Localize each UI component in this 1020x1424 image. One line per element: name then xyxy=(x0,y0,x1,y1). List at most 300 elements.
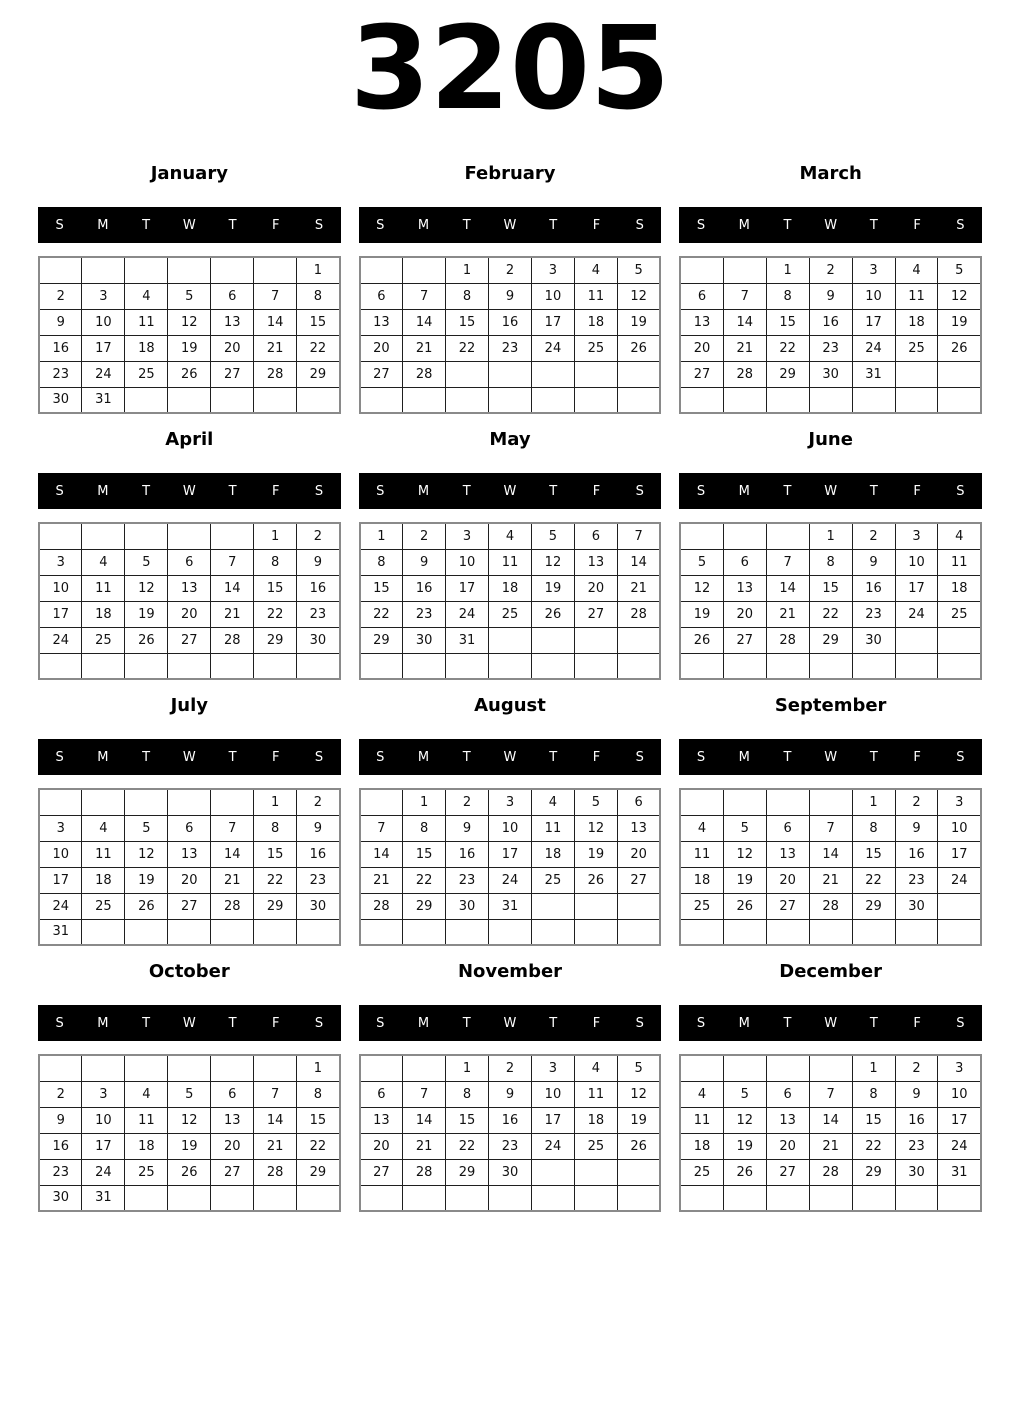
day-cell: 16 xyxy=(489,309,532,335)
day-cell: 24 xyxy=(938,867,981,893)
day-cell xyxy=(403,653,446,679)
day-cell xyxy=(531,627,574,653)
day-cell: 15 xyxy=(254,841,297,867)
day-cell: 7 xyxy=(403,1081,446,1107)
day-cell: 5 xyxy=(723,815,766,841)
day-cell: 7 xyxy=(211,815,254,841)
week-row xyxy=(360,523,661,549)
day-cell xyxy=(82,1055,125,1081)
week-row xyxy=(360,1081,661,1107)
day-cell: 2 xyxy=(809,257,852,283)
day-cell: 3 xyxy=(82,1081,125,1107)
day-cell: 17 xyxy=(39,867,82,893)
day-header-row xyxy=(679,739,982,775)
day-header-cell: S xyxy=(376,483,385,499)
day-cell: 26 xyxy=(680,627,723,653)
day-cell: 6 xyxy=(574,523,617,549)
day-cell xyxy=(574,919,617,945)
day-header-cell: S xyxy=(314,1015,324,1031)
day-cell xyxy=(574,1185,617,1211)
day-cell: 2 xyxy=(895,1055,938,1081)
week-row xyxy=(39,653,340,679)
day-cell: 15 xyxy=(852,841,895,867)
week-row xyxy=(360,627,661,653)
month-block xyxy=(359,165,662,414)
week-row xyxy=(680,789,981,815)
day-cell: 2 xyxy=(852,523,895,549)
day-cell: 24 xyxy=(852,335,895,361)
day-cell: 30 xyxy=(895,1159,938,1185)
day-cell xyxy=(809,1055,852,1081)
day-header-cell: W xyxy=(503,483,517,499)
day-header-cell: F xyxy=(592,749,601,765)
day-cell: 14 xyxy=(809,841,852,867)
day-cell xyxy=(125,387,168,413)
week-row xyxy=(680,1133,981,1159)
day-cell: 11 xyxy=(938,549,981,575)
week-row xyxy=(39,627,340,653)
day-cell: 29 xyxy=(297,361,340,387)
day-header-cell: S xyxy=(376,217,385,233)
day-cell: 21 xyxy=(403,1133,446,1159)
day-cell: 14 xyxy=(403,309,446,335)
day-header-cell: F xyxy=(592,483,601,499)
day-cell: 31 xyxy=(852,361,895,387)
day-cell: 25 xyxy=(82,893,125,919)
day-cell xyxy=(39,1055,82,1081)
day-cell: 25 xyxy=(574,1133,617,1159)
day-cell: 31 xyxy=(82,387,125,413)
day-header-cell: M xyxy=(417,217,430,233)
day-cell: 26 xyxy=(125,627,168,653)
day-header-row xyxy=(359,207,662,243)
day-cell: 20 xyxy=(360,1133,403,1159)
day-cell xyxy=(531,1185,574,1211)
day-cell: 26 xyxy=(168,1159,211,1185)
day-cell: 17 xyxy=(531,309,574,335)
day-cell: 8 xyxy=(852,815,895,841)
day-cell: 5 xyxy=(574,789,617,815)
day-cell xyxy=(211,653,254,679)
day-cell: 24 xyxy=(531,1133,574,1159)
day-cell: 28 xyxy=(254,361,297,387)
day-cell: 13 xyxy=(360,309,403,335)
day-cell xyxy=(211,523,254,549)
day-cell: 23 xyxy=(297,601,340,627)
day-cell: 10 xyxy=(39,575,82,601)
month-title: July xyxy=(170,695,209,716)
day-cell: 29 xyxy=(360,627,403,653)
day-cell: 11 xyxy=(895,283,938,309)
day-header-cell: S xyxy=(55,749,64,765)
day-cell xyxy=(766,1055,809,1081)
day-cell: 18 xyxy=(895,309,938,335)
day-cell: 12 xyxy=(723,841,766,867)
day-cell: 5 xyxy=(617,1055,660,1081)
day-cell: 13 xyxy=(766,1107,809,1133)
day-cell: 3 xyxy=(895,523,938,549)
day-cell: 29 xyxy=(403,893,446,919)
day-cell: 5 xyxy=(168,283,211,309)
calendar-table xyxy=(38,522,341,680)
day-cell: 20 xyxy=(766,1133,809,1159)
day-cell xyxy=(297,387,340,413)
day-cell: 6 xyxy=(617,789,660,815)
day-cell xyxy=(297,653,340,679)
day-cell: 25 xyxy=(680,893,723,919)
day-cell: 20 xyxy=(168,601,211,627)
week-row xyxy=(360,387,661,413)
week-row xyxy=(39,257,340,283)
week-row xyxy=(39,1159,340,1185)
day-cell: 30 xyxy=(489,1159,532,1185)
day-header-cell: M xyxy=(97,749,109,765)
day-cell xyxy=(574,1159,617,1185)
day-cell xyxy=(852,1185,895,1211)
day-cell: 18 xyxy=(938,575,981,601)
day-cell xyxy=(766,919,809,945)
day-cell: 30 xyxy=(809,361,852,387)
day-cell: 25 xyxy=(531,867,574,893)
day-cell xyxy=(489,361,532,387)
day-cell xyxy=(446,361,489,387)
day-cell xyxy=(680,653,723,679)
day-header-cell: S xyxy=(635,217,644,233)
month-title: September xyxy=(774,695,887,716)
day-cell: 16 xyxy=(403,575,446,601)
day-cell: 1 xyxy=(852,1055,895,1081)
day-cell: 27 xyxy=(617,867,660,893)
day-cell: 19 xyxy=(574,841,617,867)
day-cell: 25 xyxy=(680,1159,723,1185)
day-header-cell: M xyxy=(97,1015,109,1031)
week-row xyxy=(39,1107,340,1133)
day-cell: 4 xyxy=(680,815,723,841)
day-cell: 21 xyxy=(360,867,403,893)
day-header-cell: T xyxy=(869,483,878,499)
year-title: 3205 xyxy=(349,2,671,136)
day-cell xyxy=(446,387,489,413)
day-cell xyxy=(168,653,211,679)
day-cell: 15 xyxy=(446,1107,489,1133)
day-header-cell: W xyxy=(182,483,196,499)
calendar-table xyxy=(359,256,662,414)
day-cell: 2 xyxy=(39,283,82,309)
day-cell: 13 xyxy=(168,841,211,867)
calendar-table-body xyxy=(360,523,661,679)
day-cell: 6 xyxy=(766,1081,809,1107)
day-cell: 28 xyxy=(403,1159,446,1185)
week-row xyxy=(360,335,661,361)
day-cell: 25 xyxy=(125,361,168,387)
day-header-row xyxy=(359,739,662,775)
day-header-cell: M xyxy=(97,483,109,499)
month-block xyxy=(359,697,662,946)
day-cell: 9 xyxy=(39,1107,82,1133)
day-cell xyxy=(211,919,254,945)
calendar-table-body xyxy=(360,789,661,945)
calendar-table xyxy=(38,788,341,946)
day-cell: 8 xyxy=(297,1081,340,1107)
day-cell xyxy=(125,789,168,815)
day-cell: 10 xyxy=(489,815,532,841)
day-header-cell: F xyxy=(592,217,601,233)
week-row xyxy=(680,919,981,945)
day-cell: 22 xyxy=(809,601,852,627)
day-cell: 15 xyxy=(360,575,403,601)
calendar-table-body xyxy=(39,1055,340,1211)
day-cell: 27 xyxy=(211,1159,254,1185)
day-cell: 19 xyxy=(125,601,168,627)
day-cell xyxy=(895,387,938,413)
day-header-cell: W xyxy=(503,217,517,233)
day-header-cell: S xyxy=(635,483,644,499)
day-cell xyxy=(446,1185,489,1211)
day-cell: 23 xyxy=(297,867,340,893)
day-cell: 29 xyxy=(852,1159,895,1185)
day-cell: 9 xyxy=(446,815,489,841)
calendar-table xyxy=(679,1054,982,1212)
day-cell: 5 xyxy=(168,1081,211,1107)
day-cell: 13 xyxy=(680,309,723,335)
week-row xyxy=(680,1159,981,1185)
day-cell: 12 xyxy=(617,283,660,309)
day-cell: 26 xyxy=(125,893,168,919)
day-cell: 31 xyxy=(938,1159,981,1185)
day-header-cell: W xyxy=(182,217,196,233)
day-header-cell: M xyxy=(417,749,430,765)
day-cell xyxy=(211,1055,254,1081)
day-cell xyxy=(360,653,403,679)
day-cell: 10 xyxy=(895,549,938,575)
day-cell: 7 xyxy=(211,549,254,575)
day-cell: 10 xyxy=(531,283,574,309)
day-cell: 26 xyxy=(531,601,574,627)
day-cell: 17 xyxy=(895,575,938,601)
day-cell: 23 xyxy=(446,867,489,893)
day-cell: 6 xyxy=(360,1081,403,1107)
day-cell: 28 xyxy=(809,893,852,919)
day-cell: 15 xyxy=(809,575,852,601)
day-cell: 19 xyxy=(125,867,168,893)
day-header-cell: S xyxy=(314,217,324,233)
day-cell: 4 xyxy=(489,523,532,549)
day-cell xyxy=(617,361,660,387)
month-block xyxy=(38,697,341,946)
day-cell: 10 xyxy=(938,815,981,841)
day-cell: 12 xyxy=(125,841,168,867)
day-cell: 10 xyxy=(446,549,489,575)
day-cell: 20 xyxy=(723,601,766,627)
day-cell xyxy=(680,919,723,945)
week-row xyxy=(680,1081,981,1107)
month-title: August xyxy=(474,695,546,716)
day-header-cell: W xyxy=(824,749,838,765)
day-header-cell: S xyxy=(696,483,706,499)
day-cell: 9 xyxy=(489,283,532,309)
week-row xyxy=(39,1133,340,1159)
month-block xyxy=(359,431,662,680)
day-header-row xyxy=(38,739,341,775)
month-block xyxy=(679,963,982,1212)
day-cell xyxy=(723,789,766,815)
day-cell xyxy=(39,789,82,815)
day-cell: 4 xyxy=(574,1055,617,1081)
day-cell: 28 xyxy=(211,627,254,653)
day-cell: 8 xyxy=(403,815,446,841)
day-cell xyxy=(723,919,766,945)
day-cell: 2 xyxy=(39,1081,82,1107)
day-cell: 12 xyxy=(938,283,981,309)
day-cell xyxy=(531,1159,574,1185)
week-row xyxy=(680,387,981,413)
day-cell: 11 xyxy=(531,815,574,841)
calendar-table-body xyxy=(680,257,981,413)
day-header-cell: S xyxy=(956,483,965,499)
week-row xyxy=(360,549,661,575)
day-cell: 19 xyxy=(938,309,981,335)
week-row xyxy=(360,841,661,867)
day-cell: 17 xyxy=(938,1107,981,1133)
day-cell: 6 xyxy=(723,549,766,575)
month-title: February xyxy=(464,163,556,184)
day-header-row xyxy=(38,473,341,509)
day-cell: 23 xyxy=(403,601,446,627)
day-cell: 24 xyxy=(39,893,82,919)
day-cell xyxy=(254,387,297,413)
day-cell: 11 xyxy=(82,841,125,867)
day-header-cell: T xyxy=(142,1015,151,1031)
day-cell: 8 xyxy=(254,549,297,575)
day-cell: 23 xyxy=(852,601,895,627)
day-cell: 3 xyxy=(852,257,895,283)
months-grid xyxy=(0,165,1020,1229)
day-cell: 8 xyxy=(809,549,852,575)
month-title: April xyxy=(165,429,214,450)
day-cell: 26 xyxy=(723,893,766,919)
day-cell xyxy=(168,789,211,815)
day-cell: 11 xyxy=(489,549,532,575)
day-cell: 27 xyxy=(766,1159,809,1185)
day-cell xyxy=(531,361,574,387)
day-cell: 19 xyxy=(723,1133,766,1159)
day-cell: 11 xyxy=(125,1107,168,1133)
day-cell: 25 xyxy=(895,335,938,361)
day-cell xyxy=(82,257,125,283)
week-row xyxy=(39,1081,340,1107)
day-cell xyxy=(360,257,403,283)
week-row xyxy=(39,867,340,893)
week-row xyxy=(680,1107,981,1133)
day-cell: 4 xyxy=(938,523,981,549)
day-header-cell: S xyxy=(956,217,965,233)
day-cell: 13 xyxy=(360,1107,403,1133)
day-header-cell: S xyxy=(55,217,64,233)
day-cell: 11 xyxy=(82,575,125,601)
day-cell: 15 xyxy=(403,841,446,867)
day-cell: 16 xyxy=(895,1107,938,1133)
day-header-cell: S xyxy=(635,749,644,765)
day-cell: 21 xyxy=(723,335,766,361)
calendar-table xyxy=(359,1054,662,1212)
day-cell: 9 xyxy=(489,1081,532,1107)
day-cell xyxy=(125,1055,168,1081)
day-cell: 13 xyxy=(617,815,660,841)
day-cell: 24 xyxy=(531,335,574,361)
day-header-cell: T xyxy=(142,217,151,233)
day-header-cell: F xyxy=(592,1015,601,1031)
day-cell: 14 xyxy=(617,549,660,575)
week-row xyxy=(39,601,340,627)
day-cell xyxy=(254,1055,297,1081)
day-cell: 1 xyxy=(360,523,403,549)
week-row xyxy=(39,283,340,309)
day-cell: 3 xyxy=(489,789,532,815)
day-cell: 12 xyxy=(723,1107,766,1133)
day-cell: 8 xyxy=(766,283,809,309)
day-cell: 13 xyxy=(211,309,254,335)
day-header-cell: F xyxy=(272,1015,280,1031)
week-row xyxy=(680,867,981,893)
day-header-cell: T xyxy=(462,483,471,499)
day-cell: 28 xyxy=(723,361,766,387)
day-header-cell: T xyxy=(549,1015,558,1031)
day-cell: 27 xyxy=(680,361,723,387)
day-cell: 20 xyxy=(574,575,617,601)
week-row xyxy=(680,1055,981,1081)
day-cell: 29 xyxy=(297,1159,340,1185)
day-cell: 10 xyxy=(82,309,125,335)
day-cell: 24 xyxy=(82,361,125,387)
day-cell: 27 xyxy=(574,601,617,627)
day-cell xyxy=(489,919,532,945)
week-row xyxy=(39,361,340,387)
week-row xyxy=(680,549,981,575)
day-header-cell: S xyxy=(55,1015,64,1031)
day-cell: 10 xyxy=(39,841,82,867)
day-cell: 28 xyxy=(617,601,660,627)
day-cell: 2 xyxy=(895,789,938,815)
day-cell xyxy=(938,1185,981,1211)
day-header-cell: T xyxy=(869,1015,878,1031)
day-cell: 6 xyxy=(360,283,403,309)
day-cell: 21 xyxy=(211,601,254,627)
calendar-table-body xyxy=(680,789,981,945)
day-cell xyxy=(680,257,723,283)
day-cell: 15 xyxy=(446,309,489,335)
day-cell: 1 xyxy=(852,789,895,815)
day-cell: 5 xyxy=(125,549,168,575)
day-cell xyxy=(766,653,809,679)
day-cell: 21 xyxy=(617,575,660,601)
day-cell: 20 xyxy=(617,841,660,867)
day-header-cell: M xyxy=(417,483,430,499)
day-cell: 14 xyxy=(211,575,254,601)
month-block xyxy=(679,697,982,946)
day-cell xyxy=(82,919,125,945)
day-cell xyxy=(531,919,574,945)
day-header-cell: T xyxy=(228,217,237,233)
day-cell: 1 xyxy=(297,1055,340,1081)
day-cell xyxy=(39,523,82,549)
day-header-cell: F xyxy=(913,217,921,233)
week-row xyxy=(360,1159,661,1185)
day-cell: 21 xyxy=(809,867,852,893)
day-cell xyxy=(403,1185,446,1211)
day-cell: 22 xyxy=(446,335,489,361)
day-cell: 16 xyxy=(297,575,340,601)
week-row xyxy=(680,815,981,841)
